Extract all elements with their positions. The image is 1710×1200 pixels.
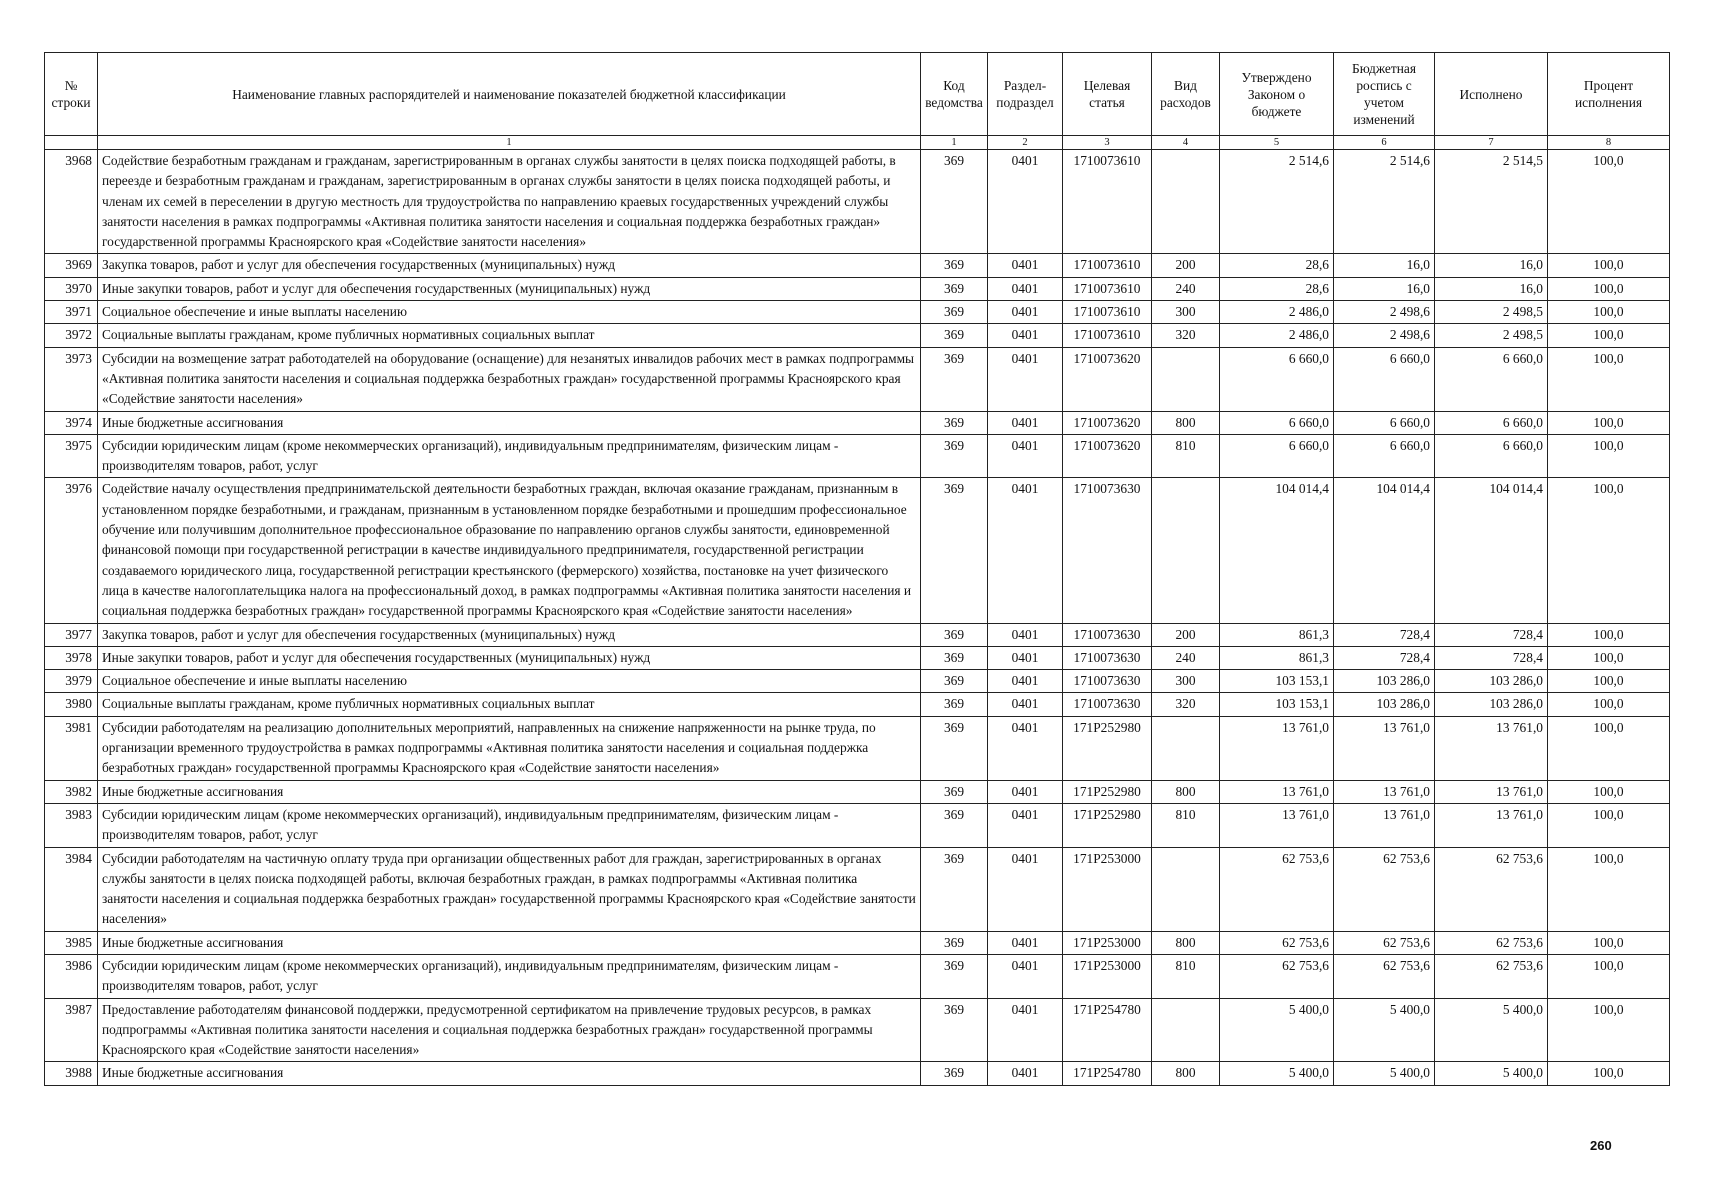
row-executed: 728,4 bbox=[1435, 623, 1548, 646]
row-approved: 2 514,6 bbox=[1220, 150, 1334, 254]
row-dept-code: 369 bbox=[921, 277, 988, 300]
row-name: Субсидии юридическим лицам (кроме некоммерческих организаций), индивидуальным предпринимателям, физическим лицам - производителям товаров, работ, услуг bbox=[98, 803, 921, 847]
column-number: 1 bbox=[921, 136, 988, 150]
row-number: 3973 bbox=[45, 347, 98, 411]
row-section-code: 0401 bbox=[988, 998, 1063, 1062]
row-section-code: 0401 bbox=[988, 716, 1063, 780]
row-percent: 100,0 bbox=[1548, 693, 1670, 716]
row-name: Иные закупки товаров, работ и услуг для обеспечения государственных (муниципальных) нужд bbox=[98, 277, 921, 300]
row-target-code: 171P254780 bbox=[1063, 998, 1152, 1062]
row-section-code: 0401 bbox=[988, 277, 1063, 300]
row-dept-code: 369 bbox=[921, 780, 988, 803]
row-section-code: 0401 bbox=[988, 954, 1063, 998]
row-name: Иные бюджетные ассигнования bbox=[98, 411, 921, 434]
column-number: 2 bbox=[988, 136, 1063, 150]
row-schedule: 103 286,0 bbox=[1334, 670, 1435, 693]
column-number: 8 bbox=[1548, 136, 1670, 150]
row-name: Иные закупки товаров, работ и услуг для обеспечения государственных (муниципальных) нужд bbox=[98, 646, 921, 669]
row-executed: 62 753,6 bbox=[1435, 931, 1548, 954]
row-executed: 5 400,0 bbox=[1435, 998, 1548, 1062]
row-type-code bbox=[1152, 478, 1220, 623]
row-schedule: 5 400,0 bbox=[1334, 1062, 1435, 1085]
row-schedule: 728,4 bbox=[1334, 646, 1435, 669]
header-approved: Утверждено Законом о бюджете bbox=[1220, 53, 1334, 136]
row-executed: 103 286,0 bbox=[1435, 693, 1548, 716]
row-schedule: 6 660,0 bbox=[1334, 347, 1435, 411]
row-type-code: 810 bbox=[1152, 954, 1220, 998]
row-name: Социальное обеспечение и иные выплаты населению bbox=[98, 301, 921, 324]
row-name: Закупка товаров, работ и услуг для обеспечения государственных (муниципальных) нужд bbox=[98, 254, 921, 277]
header-schedule: Бюджетная роспись с учетом изменений bbox=[1334, 53, 1435, 136]
row-name: Иные бюджетные ассигнования bbox=[98, 931, 921, 954]
row-name: Иные бюджетные ассигнования bbox=[98, 1062, 921, 1085]
row-dept-code: 369 bbox=[921, 931, 988, 954]
table-row bbox=[45, 324, 1670, 347]
row-executed: 2 498,5 bbox=[1435, 324, 1548, 347]
row-dept-code: 369 bbox=[921, 324, 988, 347]
row-number: 3974 bbox=[45, 411, 98, 434]
row-executed: 13 761,0 bbox=[1435, 716, 1548, 780]
row-name: Субсидии на возмещение затрат работодателей на оборудование (оснащение) для незанятых инвалидов рабочих мест в рамках подпрограммы «Активная политика занятости населения и социальная поддержка безработных граждан» государственной программы Красноярского края «Содействие занятости населения» bbox=[98, 347, 921, 411]
row-target-code: 1710073630 bbox=[1063, 478, 1152, 623]
row-approved: 103 153,1 bbox=[1220, 670, 1334, 693]
row-executed: 62 753,6 bbox=[1435, 847, 1548, 931]
row-approved: 62 753,6 bbox=[1220, 954, 1334, 998]
row-name: Иные бюджетные ассигнования bbox=[98, 780, 921, 803]
row-type-code: 800 bbox=[1152, 411, 1220, 434]
row-percent: 100,0 bbox=[1548, 277, 1670, 300]
row-dept-code: 369 bbox=[921, 716, 988, 780]
row-number: 3985 bbox=[45, 931, 98, 954]
row-percent: 100,0 bbox=[1548, 847, 1670, 931]
table-row bbox=[45, 693, 1670, 716]
row-approved: 103 153,1 bbox=[1220, 693, 1334, 716]
row-target-code: 171P253000 bbox=[1063, 931, 1152, 954]
table-row bbox=[45, 780, 1670, 803]
row-schedule: 103 286,0 bbox=[1334, 693, 1435, 716]
row-approved: 5 400,0 bbox=[1220, 1062, 1334, 1085]
row-name: Социальные выплаты гражданам, кроме публичных нормативных социальных выплат bbox=[98, 324, 921, 347]
row-section-code: 0401 bbox=[988, 847, 1063, 931]
row-type-code: 810 bbox=[1152, 434, 1220, 478]
row-executed: 5 400,0 bbox=[1435, 1062, 1548, 1085]
table-row bbox=[45, 670, 1670, 693]
row-type-code: 240 bbox=[1152, 277, 1220, 300]
row-section-code: 0401 bbox=[988, 623, 1063, 646]
row-approved: 13 761,0 bbox=[1220, 780, 1334, 803]
row-schedule: 16,0 bbox=[1334, 254, 1435, 277]
row-dept-code: 369 bbox=[921, 646, 988, 669]
row-section-code: 0401 bbox=[988, 254, 1063, 277]
row-percent: 100,0 bbox=[1548, 803, 1670, 847]
row-target-code: 1710073630 bbox=[1063, 646, 1152, 669]
row-schedule: 13 761,0 bbox=[1334, 716, 1435, 780]
header-executed: Исполнено bbox=[1435, 53, 1548, 136]
row-number: 3977 bbox=[45, 623, 98, 646]
header-row-no: № строки bbox=[45, 53, 98, 136]
row-type-code bbox=[1152, 347, 1220, 411]
row-schedule: 13 761,0 bbox=[1334, 780, 1435, 803]
row-percent: 100,0 bbox=[1548, 1062, 1670, 1085]
row-percent: 100,0 bbox=[1548, 623, 1670, 646]
row-schedule: 62 753,6 bbox=[1334, 847, 1435, 931]
row-number: 3968 bbox=[45, 150, 98, 254]
row-dept-code: 369 bbox=[921, 347, 988, 411]
row-type-code: 320 bbox=[1152, 693, 1220, 716]
table-row bbox=[45, 254, 1670, 277]
row-section-code: 0401 bbox=[988, 324, 1063, 347]
row-type-code: 200 bbox=[1152, 254, 1220, 277]
row-type-code: 810 bbox=[1152, 803, 1220, 847]
header-dept: Код ведомства bbox=[921, 53, 988, 136]
table-row bbox=[45, 623, 1670, 646]
row-executed: 6 660,0 bbox=[1435, 434, 1548, 478]
row-name: Закупка товаров, работ и услуг для обеспечения государственных (муниципальных) нужд bbox=[98, 623, 921, 646]
row-type-code bbox=[1152, 847, 1220, 931]
row-schedule: 6 660,0 bbox=[1334, 434, 1435, 478]
row-percent: 100,0 bbox=[1548, 434, 1670, 478]
row-executed: 6 660,0 bbox=[1435, 411, 1548, 434]
row-executed: 16,0 bbox=[1435, 254, 1548, 277]
row-name: Субсидии юридическим лицам (кроме некоммерческих организаций), индивидуальным предпринимателям, физическим лицам - производителям товаров, работ, услуг bbox=[98, 954, 921, 998]
row-number: 3981 bbox=[45, 716, 98, 780]
row-schedule: 104 014,4 bbox=[1334, 478, 1435, 623]
row-number: 3984 bbox=[45, 847, 98, 931]
row-dept-code: 369 bbox=[921, 254, 988, 277]
row-percent: 100,0 bbox=[1548, 478, 1670, 623]
row-schedule: 2 514,6 bbox=[1334, 150, 1435, 254]
row-schedule: 728,4 bbox=[1334, 623, 1435, 646]
table-body bbox=[45, 150, 1670, 1086]
row-executed: 6 660,0 bbox=[1435, 347, 1548, 411]
row-name: Социальные выплаты гражданам, кроме публичных нормативных социальных выплат bbox=[98, 693, 921, 716]
row-dept-code: 369 bbox=[921, 478, 988, 623]
row-section-code: 0401 bbox=[988, 347, 1063, 411]
table-row bbox=[45, 646, 1670, 669]
row-schedule: 13 761,0 bbox=[1334, 803, 1435, 847]
row-approved: 13 761,0 bbox=[1220, 803, 1334, 847]
row-target-code: 171P252980 bbox=[1063, 780, 1152, 803]
row-schedule: 16,0 bbox=[1334, 277, 1435, 300]
header-percent: Процент исполнения bbox=[1548, 53, 1670, 136]
row-section-code: 0401 bbox=[988, 803, 1063, 847]
row-dept-code: 369 bbox=[921, 150, 988, 254]
row-section-code: 0401 bbox=[988, 1062, 1063, 1085]
row-approved: 104 014,4 bbox=[1220, 478, 1334, 623]
budget-execution-table bbox=[44, 52, 1670, 1086]
table-row bbox=[45, 1062, 1670, 1085]
row-name: Содействие безработным гражданам и гражданам, зарегистрированным в органах службы занятости в целях поиска подходящей работы, в переезде и безработным гражданам и гражданам, зарегистрированным в органах службы занятости в целях поиска подходящей работы, и членам их семей в переселении в другую местность для трудоустройства по направлению краевых государственных учреждений службы занятости населения в рамках подпрограммы «Активная политика занятости населения и социальная поддержка безработных граждан» государственной программы Красноярского края «Содействие занятости населения» bbox=[98, 150, 921, 254]
row-schedule: 2 498,6 bbox=[1334, 324, 1435, 347]
column-number: 6 bbox=[1334, 136, 1435, 150]
row-schedule: 6 660,0 bbox=[1334, 411, 1435, 434]
row-approved: 6 660,0 bbox=[1220, 434, 1334, 478]
row-target-code: 1710073610 bbox=[1063, 277, 1152, 300]
row-section-code: 0401 bbox=[988, 150, 1063, 254]
table-header-row bbox=[45, 53, 1670, 136]
row-type-code: 240 bbox=[1152, 646, 1220, 669]
column-number: 7 bbox=[1435, 136, 1548, 150]
row-number: 3972 bbox=[45, 324, 98, 347]
row-executed: 62 753,6 bbox=[1435, 954, 1548, 998]
row-type-code: 200 bbox=[1152, 623, 1220, 646]
row-name: Субсидии работодателям на реализацию дополнительных мероприятий, направленных на снижение напряженности на рынке труда, по организации временного трудоустройства в рамках подпрограммы «Активная политика занятости населения и социальная поддержка безработных граждан» государственной программы Красноярского края «Содействие занятости населения» bbox=[98, 716, 921, 780]
row-number: 3987 bbox=[45, 998, 98, 1062]
row-number: 3980 bbox=[45, 693, 98, 716]
row-executed: 2 514,5 bbox=[1435, 150, 1548, 254]
row-section-code: 0401 bbox=[988, 646, 1063, 669]
row-approved: 28,6 bbox=[1220, 254, 1334, 277]
column-number: 4 bbox=[1152, 136, 1220, 150]
header-target: Целевая статья bbox=[1063, 53, 1152, 136]
row-approved: 5 400,0 bbox=[1220, 998, 1334, 1062]
row-percent: 100,0 bbox=[1548, 411, 1670, 434]
row-percent: 100,0 bbox=[1548, 931, 1670, 954]
row-dept-code: 369 bbox=[921, 803, 988, 847]
row-type-code bbox=[1152, 150, 1220, 254]
table-row bbox=[45, 434, 1670, 478]
row-number: 3978 bbox=[45, 646, 98, 669]
column-number bbox=[45, 136, 98, 150]
row-section-code: 0401 bbox=[988, 411, 1063, 434]
row-executed: 16,0 bbox=[1435, 277, 1548, 300]
row-percent: 100,0 bbox=[1548, 716, 1670, 780]
row-number: 3969 bbox=[45, 254, 98, 277]
row-percent: 100,0 bbox=[1548, 150, 1670, 254]
row-target-code: 1710073610 bbox=[1063, 301, 1152, 324]
row-type-code: 800 bbox=[1152, 931, 1220, 954]
row-target-code: 1710073620 bbox=[1063, 347, 1152, 411]
row-number: 3970 bbox=[45, 277, 98, 300]
table-row bbox=[45, 277, 1670, 300]
row-dept-code: 369 bbox=[921, 847, 988, 931]
row-schedule: 62 753,6 bbox=[1334, 954, 1435, 998]
row-dept-code: 369 bbox=[921, 434, 988, 478]
row-type-code: 300 bbox=[1152, 301, 1220, 324]
row-dept-code: 369 bbox=[921, 693, 988, 716]
row-approved: 6 660,0 bbox=[1220, 411, 1334, 434]
row-percent: 100,0 bbox=[1548, 347, 1670, 411]
row-approved: 861,3 bbox=[1220, 623, 1334, 646]
row-percent: 100,0 bbox=[1548, 998, 1670, 1062]
table-row bbox=[45, 998, 1670, 1062]
table-row bbox=[45, 931, 1670, 954]
row-executed: 13 761,0 bbox=[1435, 803, 1548, 847]
row-dept-code: 369 bbox=[921, 301, 988, 324]
row-approved: 28,6 bbox=[1220, 277, 1334, 300]
row-section-code: 0401 bbox=[988, 931, 1063, 954]
row-target-code: 1710073630 bbox=[1063, 693, 1152, 716]
row-type-code: 320 bbox=[1152, 324, 1220, 347]
row-executed: 103 286,0 bbox=[1435, 670, 1548, 693]
row-approved: 62 753,6 bbox=[1220, 931, 1334, 954]
row-schedule: 5 400,0 bbox=[1334, 998, 1435, 1062]
row-approved: 2 486,0 bbox=[1220, 324, 1334, 347]
row-name: Социальное обеспечение и иные выплаты населению bbox=[98, 670, 921, 693]
table-row bbox=[45, 716, 1670, 780]
table-row bbox=[45, 478, 1670, 623]
header-type: Вид расходов bbox=[1152, 53, 1220, 136]
row-number: 3982 bbox=[45, 780, 98, 803]
row-target-code: 1710073630 bbox=[1063, 670, 1152, 693]
row-target-code: 171P253000 bbox=[1063, 847, 1152, 931]
row-number: 3976 bbox=[45, 478, 98, 623]
row-target-code: 1710073610 bbox=[1063, 324, 1152, 347]
row-number: 3986 bbox=[45, 954, 98, 998]
header-section: Раздел-подраздел bbox=[988, 53, 1063, 136]
row-percent: 100,0 bbox=[1548, 301, 1670, 324]
table-row bbox=[45, 954, 1670, 998]
row-target-code: 1710073630 bbox=[1063, 623, 1152, 646]
column-number: 1 bbox=[98, 136, 921, 150]
row-dept-code: 369 bbox=[921, 623, 988, 646]
row-section-code: 0401 bbox=[988, 478, 1063, 623]
row-schedule: 62 753,6 bbox=[1334, 931, 1435, 954]
row-section-code: 0401 bbox=[988, 670, 1063, 693]
row-target-code: 171P253000 bbox=[1063, 954, 1152, 998]
row-name: Субсидии юридическим лицам (кроме некоммерческих организаций), индивидуальным предпринимателям, физическим лицам - производителям товаров, работ, услуг bbox=[98, 434, 921, 478]
row-approved: 861,3 bbox=[1220, 646, 1334, 669]
row-target-code: 1710073610 bbox=[1063, 254, 1152, 277]
budget-table-sheet bbox=[44, 52, 1669, 1086]
row-percent: 100,0 bbox=[1548, 954, 1670, 998]
row-executed: 104 014,4 bbox=[1435, 478, 1548, 623]
row-percent: 100,0 bbox=[1548, 254, 1670, 277]
column-number: 3 bbox=[1063, 136, 1152, 150]
row-section-code: 0401 bbox=[988, 780, 1063, 803]
row-name: Субсидии работодателям на частичную оплату труда при организации общественных работ для граждан, зарегистрированных в органах службы занятости в целях поиска подходящей работы, включая безработных граждан, в рамках подпрограммы «Активная политика занятости населения и социальная поддержка безработных граждан» государственной программы Красноярского края «Содействие занятости населения» bbox=[98, 847, 921, 931]
row-target-code: 171P252980 bbox=[1063, 803, 1152, 847]
row-approved: 62 753,6 bbox=[1220, 847, 1334, 931]
row-approved: 2 486,0 bbox=[1220, 301, 1334, 324]
row-percent: 100,0 bbox=[1548, 646, 1670, 669]
row-target-code: 171P252980 bbox=[1063, 716, 1152, 780]
row-number: 3975 bbox=[45, 434, 98, 478]
row-type-code: 800 bbox=[1152, 1062, 1220, 1085]
row-type-code: 800 bbox=[1152, 780, 1220, 803]
row-approved: 13 761,0 bbox=[1220, 716, 1334, 780]
row-dept-code: 369 bbox=[921, 998, 988, 1062]
row-type-code: 300 bbox=[1152, 670, 1220, 693]
column-number-row bbox=[45, 136, 1670, 150]
row-dept-code: 369 bbox=[921, 1062, 988, 1085]
row-section-code: 0401 bbox=[988, 434, 1063, 478]
row-number: 3979 bbox=[45, 670, 98, 693]
table-row bbox=[45, 803, 1670, 847]
row-percent: 100,0 bbox=[1548, 324, 1670, 347]
row-dept-code: 369 bbox=[921, 411, 988, 434]
table-row bbox=[45, 411, 1670, 434]
row-executed: 13 761,0 bbox=[1435, 780, 1548, 803]
row-type-code bbox=[1152, 716, 1220, 780]
row-target-code: 171P254780 bbox=[1063, 1062, 1152, 1085]
row-approved: 6 660,0 bbox=[1220, 347, 1334, 411]
table-row bbox=[45, 301, 1670, 324]
row-dept-code: 369 bbox=[921, 670, 988, 693]
column-number: 5 bbox=[1220, 136, 1334, 150]
row-section-code: 0401 bbox=[988, 693, 1063, 716]
row-schedule: 2 498,6 bbox=[1334, 301, 1435, 324]
table-row bbox=[45, 847, 1670, 931]
row-dept-code: 369 bbox=[921, 954, 988, 998]
row-number: 3983 bbox=[45, 803, 98, 847]
row-target-code: 1710073620 bbox=[1063, 434, 1152, 478]
row-number: 3971 bbox=[45, 301, 98, 324]
row-target-code: 1710073620 bbox=[1063, 411, 1152, 434]
row-name: Содействие началу осуществления предпринимательской деятельности безработных граждан, включая оказание гражданам, признанным в установленном порядке безработными, и гражданам, признанным в установленном порядке безработными и прошедшим профессиональное обучение или получившим дополнительное профессиональное образование по направлению органов службы занятости, единовременной финансовой помощи при государственной регистрации в качестве индивидуального предпринимателя, государственной регистрации создаваемого юридического лица, государственной регистрации крестьянского (фермерского) хозяйства, постановке на учет физического лица в качестве налогоплательщика налога на профессиональный доход, в рамках подпрограммы «Активная политика занятости населения и социальная поддержка безработных граждан» государственной программы Красноярского края «Содействие занятости населения» bbox=[98, 478, 921, 623]
row-section-code: 0401 bbox=[988, 301, 1063, 324]
row-percent: 100,0 bbox=[1548, 780, 1670, 803]
row-executed: 2 498,5 bbox=[1435, 301, 1548, 324]
page-number: 260 bbox=[1590, 1138, 1612, 1153]
table-row bbox=[45, 150, 1670, 254]
row-executed: 728,4 bbox=[1435, 646, 1548, 669]
row-target-code: 1710073610 bbox=[1063, 150, 1152, 254]
table-row bbox=[45, 347, 1670, 411]
row-type-code bbox=[1152, 998, 1220, 1062]
row-name: Предоставление работодателям финансовой поддержки, предусмотренной сертификатом на привлечение трудовых ресурсов, в рамках подпрограммы «Активная политика занятости населения и социальная поддержка безработных граждан» государственной программы Красноярского края «Содействие занятости населения» bbox=[98, 998, 921, 1062]
header-name: Наименование главных распорядителей и наименование показателей бюджетной классификации bbox=[98, 53, 921, 136]
row-number: 3988 bbox=[45, 1062, 98, 1085]
row-percent: 100,0 bbox=[1548, 670, 1670, 693]
